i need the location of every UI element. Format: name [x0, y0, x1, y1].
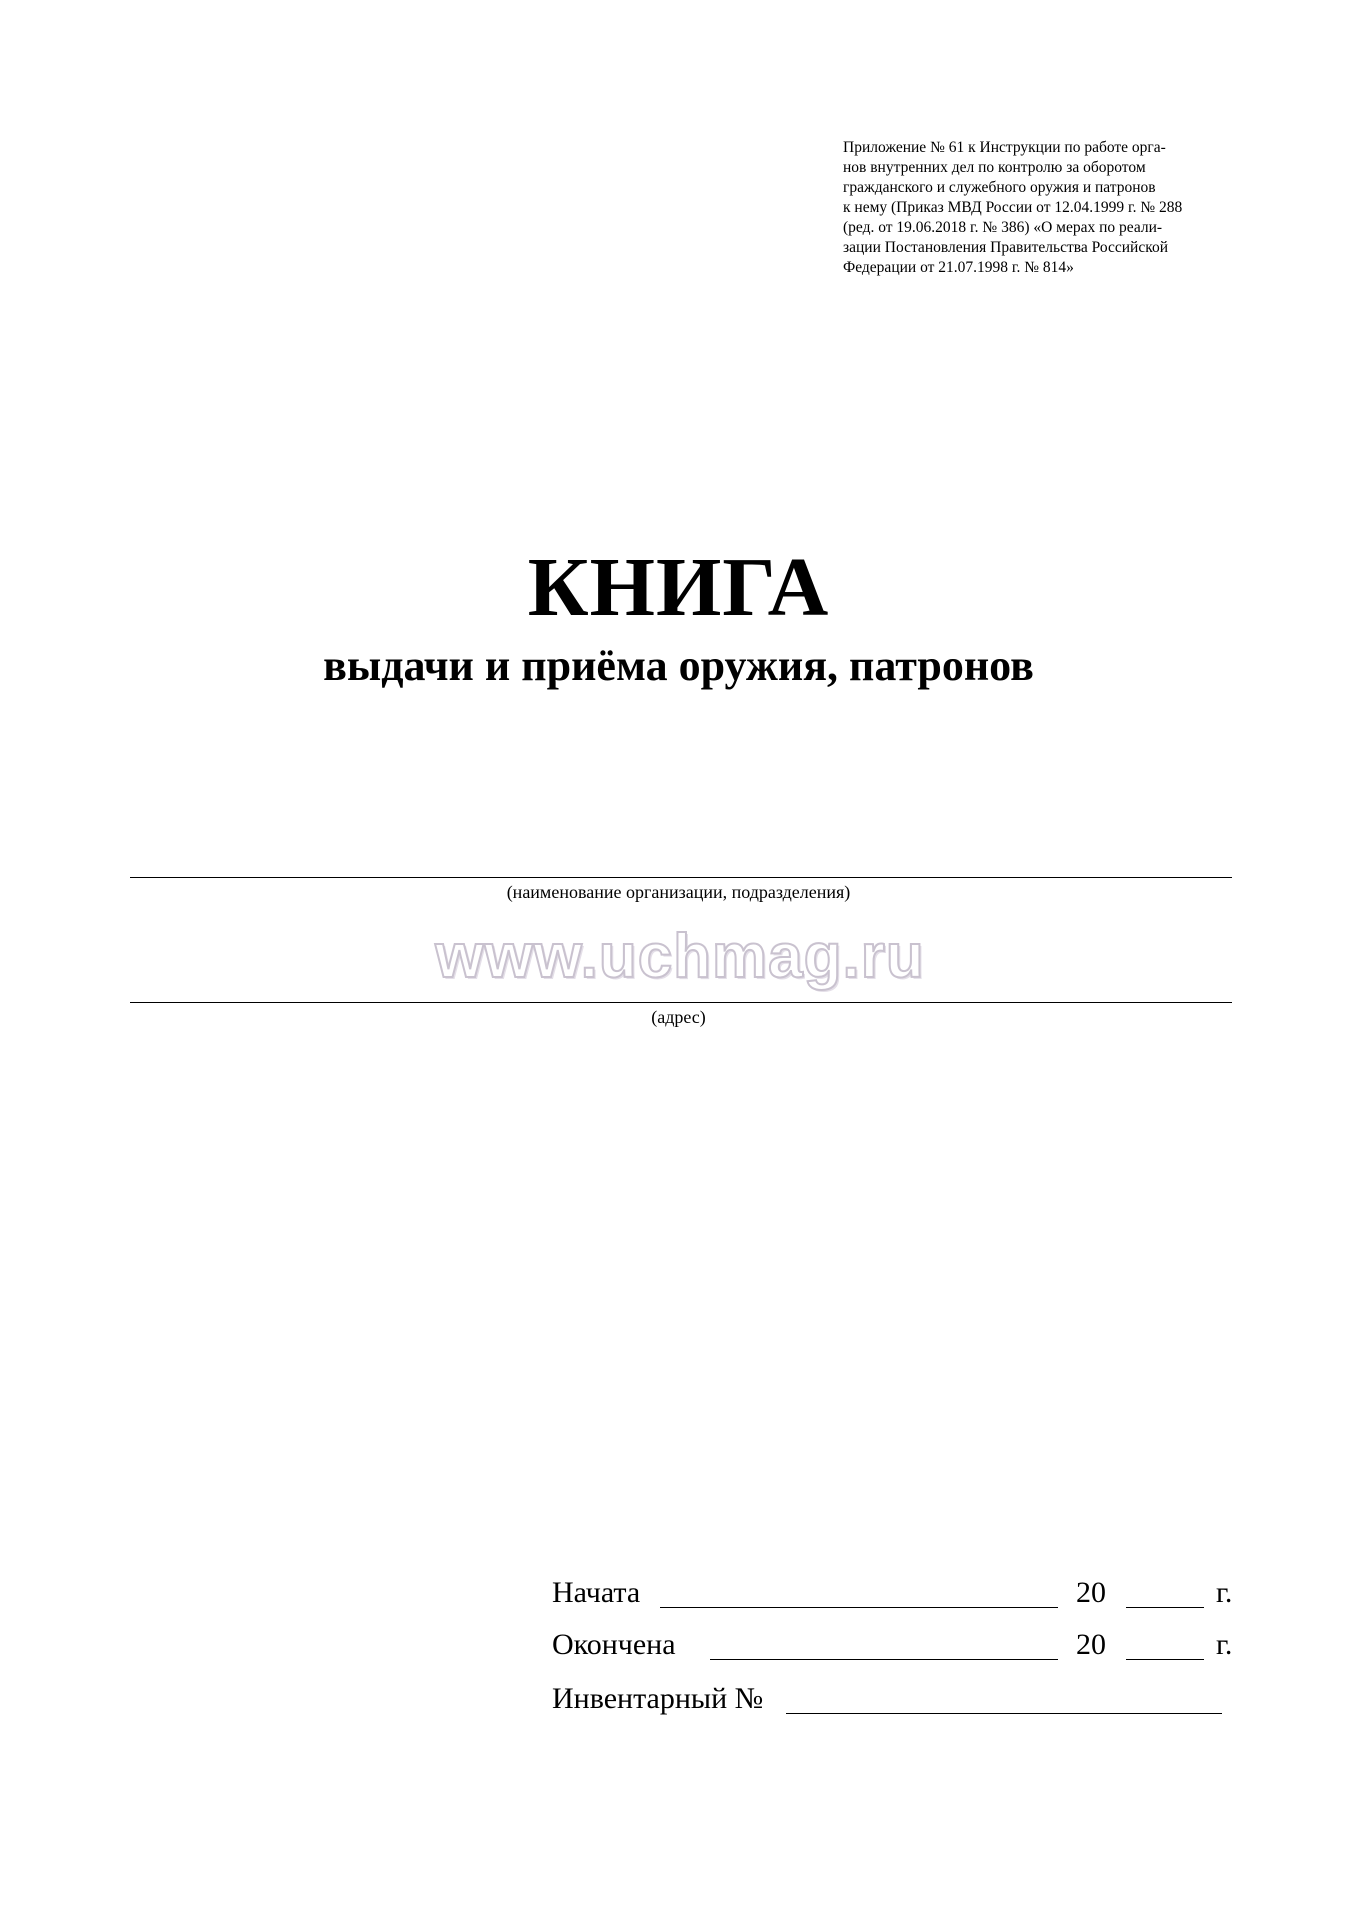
ended-year-suffix: г. [1216, 1628, 1233, 1661]
address-caption: (адрес) [651, 1007, 706, 1027]
ended-label: Окончена [552, 1628, 676, 1661]
ended-date-blank [710, 1659, 1058, 1660]
started-year-prefix: 20 [1076, 1576, 1106, 1609]
appendix-line: нов внутренних дел по контролю за оборотом [843, 159, 1146, 176]
started-year-blank [1126, 1607, 1204, 1608]
started-year-suffix: г. [1216, 1576, 1233, 1609]
address-line [130, 1002, 1232, 1003]
ended-year-blank [1126, 1659, 1204, 1660]
appendix-line: Федерации от 21.07.1998 г. № 814» [843, 259, 1074, 276]
appendix-line: зации Постановления Правительства Российской [843, 239, 1168, 256]
inventory-label: Инвентарный № [552, 1682, 764, 1715]
book-subtitle: выдачи и приёма оружия, патронов [323, 641, 1034, 690]
organization-caption: (наименование организации, подразделения) [506, 882, 851, 902]
organization-line [130, 877, 1232, 878]
started-date-blank [660, 1607, 1058, 1608]
book-title: КНИГА [527, 541, 830, 634]
inventory-number-blank [786, 1713, 1222, 1714]
appendix-note [843, 138, 1231, 278]
watermark: www.uchmag.ru [435, 922, 925, 991]
ended-year-prefix: 20 [1076, 1628, 1106, 1661]
appendix-line: гражданского и служебного оружия и патронов [843, 179, 1156, 196]
started-label: Начата [552, 1576, 641, 1609]
appendix-line: к нему (Приказ МВД России от 12.04.1999 г. № 288 [843, 199, 1183, 216]
appendix-line: Приложение № 61 к Инструкции по работе орга- [843, 139, 1166, 156]
appendix-line: (ред. от 19.06.2018 г. № 386) «О мерах по реали- [843, 219, 1163, 236]
